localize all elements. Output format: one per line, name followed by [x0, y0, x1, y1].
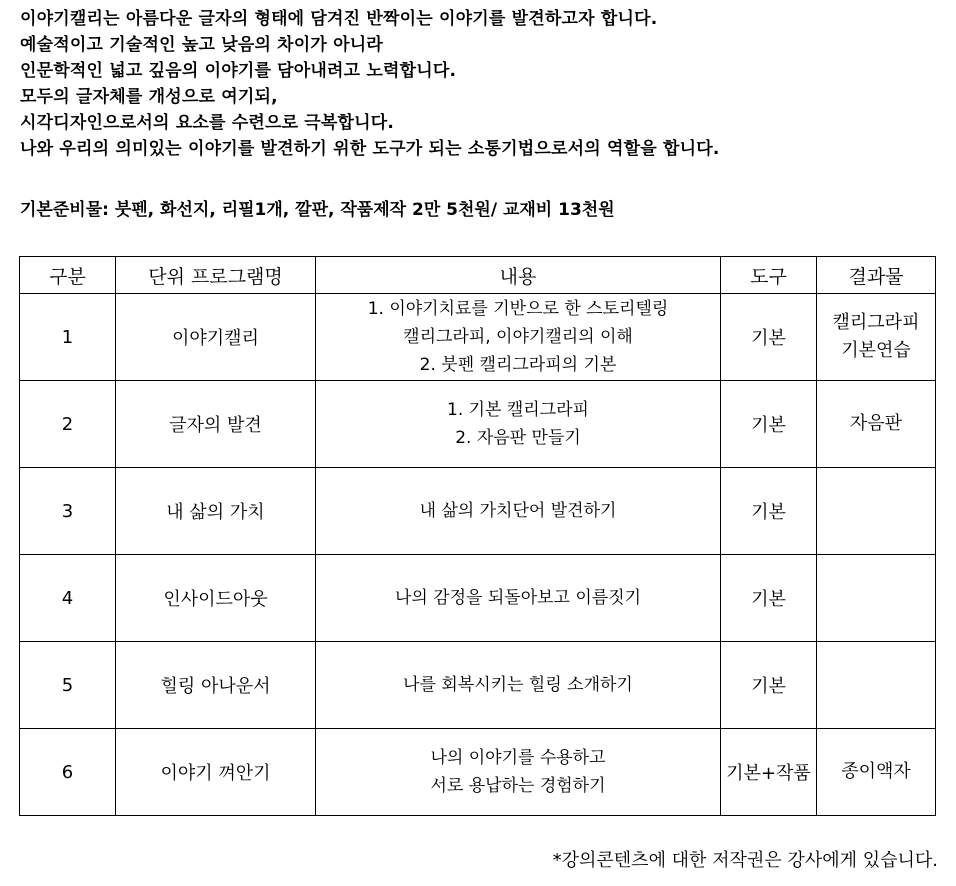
materials-note: 기본준비물: 붓펜, 화선지, 리필1개, 깔판, 작품제작 2만 5천원/ 교재비 13천원	[20, 200, 615, 220]
copyright-note: *강의콘텐츠에 대한 저작권은 강사에게 있습니다.	[552, 850, 938, 871]
cell-content	[316, 381, 721, 468]
table-row	[20, 468, 936, 555]
table-row	[20, 381, 936, 468]
cell-no: 1	[20, 294, 116, 381]
header-result: 결과물	[817, 257, 936, 294]
content-line: 2. 붓펜 캘리그라피의 기본	[419, 355, 617, 375]
table-row	[20, 642, 936, 729]
table-header-row	[20, 257, 936, 294]
cell-no: 2	[20, 381, 116, 468]
cell-no: 4	[20, 555, 116, 642]
intro-line: 인문학적인 넓고 깊음의 이야기를 담아내려고 노력합니다.	[20, 61, 457, 81]
header-program: 단위 프로그램명	[116, 257, 316, 294]
cell-tool: 기본	[721, 381, 817, 468]
table-body	[20, 294, 936, 816]
content-line: 캘리그라피, 이야기캘리의 이해	[403, 327, 633, 347]
cell-content	[316, 555, 721, 642]
cell-result	[817, 555, 936, 642]
cell-program: 힐링 아나운서	[116, 642, 316, 729]
cell-content	[316, 468, 721, 555]
cell-program: 이야기캘리	[116, 294, 316, 381]
cell-result	[817, 381, 936, 468]
cell-tool: 기본	[721, 294, 817, 381]
content-line: 1. 이야기치료를 기반으로 한 스토리텔링	[367, 299, 669, 319]
cell-tool: 기본	[721, 555, 817, 642]
intro-paragraph	[20, 6, 940, 162]
result-line: 자음판	[849, 413, 903, 434]
intro-line: 예술적이고 기술적인 높고 낮음의 차이가 아니라	[20, 35, 384, 55]
content-line: 서로 용납하는 경험하기	[430, 776, 606, 796]
cell-tool: 기본+작품	[721, 729, 817, 816]
cell-content	[316, 729, 721, 816]
header-content: 내용	[316, 257, 721, 294]
result-line: 캘리그라피	[832, 312, 920, 333]
content-line: 나를 회복시키는 힐링 소개하기	[403, 675, 633, 695]
cell-result	[817, 294, 936, 381]
cell-content	[316, 642, 721, 729]
content-line: 나의 감정을 되돌아보고 이름짓기	[394, 588, 642, 608]
header-tool: 도구	[721, 257, 817, 294]
cell-program: 이야기 껴안기	[116, 729, 316, 816]
cell-no: 5	[20, 642, 116, 729]
intro-line: 이야기캘리는 아름다운 글자의 형태에 담겨진 반짝이는 이야기를 발견하고자 합니다.	[20, 9, 658, 29]
curriculum-table	[19, 256, 936, 816]
content-line: 1. 기본 캘리그라피	[447, 400, 589, 420]
cell-tool: 기본	[721, 468, 817, 555]
result-line: 기본연습	[841, 340, 911, 361]
cell-program: 글자의 발견	[116, 381, 316, 468]
cell-no: 6	[20, 729, 116, 816]
table-row	[20, 555, 936, 642]
cell-result	[817, 729, 936, 816]
table-row	[20, 294, 936, 381]
content-line: 나의 이야기를 수용하고	[430, 748, 606, 768]
result-line: 종이액자	[841, 761, 911, 782]
intro-line: 시각디자인으로서의 요소를 수련으로 극복합니다.	[20, 113, 395, 133]
table-row	[20, 729, 936, 816]
cell-content	[316, 294, 721, 381]
cell-tool: 기본	[721, 642, 817, 729]
cell-result	[817, 468, 936, 555]
content-line: 2. 자음판 만들기	[455, 428, 581, 448]
header-no: 구분	[20, 257, 116, 294]
intro-line: 모두의 글자체를 개성으로 여기되,	[20, 87, 278, 107]
cell-program: 인사이드아웃	[116, 555, 316, 642]
content-line: 내 삶의 가치단어 발견하기	[419, 501, 617, 521]
cell-no: 3	[20, 468, 116, 555]
cell-result	[817, 642, 936, 729]
cell-program: 내 삶의 가치	[116, 468, 316, 555]
intro-line: 나와 우리의 의미있는 이야기를 발견하기 위한 도구가 되는 소통기법으로서의 역할을 합니다.	[20, 139, 720, 159]
